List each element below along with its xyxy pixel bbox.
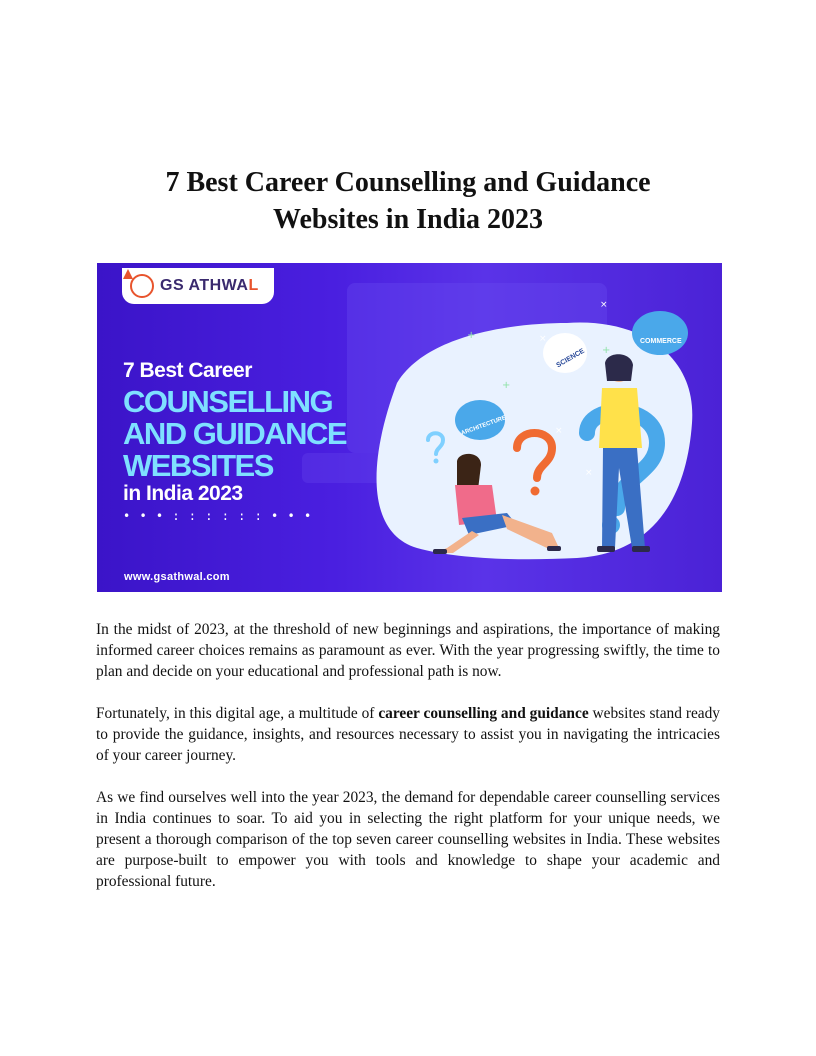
title-line-2: Websites in India 2023	[273, 204, 543, 235]
svg-text:×: ×	[555, 426, 563, 436]
svg-text:×: ×	[585, 468, 593, 478]
paragraph-2: Fortunately, in this digital age, a multitude of career counselling and guidance websites stand ready to provide the guidance, insights, and resources necessary to assist you in navigating the intricacies of your career journey.	[96, 705, 720, 764]
commerce-tag: COMMERCE	[640, 338, 682, 345]
banner-line-1: 7 Best Career	[123, 359, 252, 382]
svg-text:+: +	[467, 330, 476, 341]
banner-big-line-3: WEBSITES	[123, 448, 273, 483]
science-tag: SCIENCE	[555, 347, 586, 370]
paragraph-3: As we find ourselves well into the year 2023, the demand for dependable career counselling services in India continues to soar. To aid you in selecting the right platform for your unique needs, we present a thorough comparison of the top seven career counselling websites in India. These websites are purpose-built to empower you with tools and knowledge to shape your academic and professional future.	[96, 789, 720, 890]
svg-text:×: ×	[539, 334, 547, 344]
article-body	[96, 619, 720, 913]
logo-emblem-icon	[130, 274, 154, 298]
svg-text:+: +	[502, 380, 511, 391]
svg-text:×: ×	[600, 300, 608, 310]
paragraph-1: In the midst of 2023, at the threshold of new beginnings and aspirations, the importance of making informed career choices remains as paramount as ever. With the year progressing swiftly, the time to plan and decide on your educational and professional path is now.	[96, 621, 720, 680]
banner-big-line-2: AND GUIDANCE	[123, 416, 347, 451]
architecture-tag: ARCHITECTURE	[460, 415, 507, 437]
hero-banner-image	[97, 263, 722, 592]
bold-phrase: career counselling and guidance	[378, 705, 589, 722]
gs-athwal-logo	[122, 268, 274, 304]
banner-dots: • • • : : : : : : • • •	[123, 509, 313, 523]
banner-url: www.gsathwal.com	[124, 571, 230, 583]
banner-line-5: in India 2023	[123, 482, 243, 505]
banner-big-line-1: COUNSELLING	[123, 384, 333, 419]
logo-text: GS ATHWAL	[160, 277, 259, 294]
svg-text:+: +	[602, 345, 611, 356]
page-title	[96, 164, 720, 238]
title-line-1: 7 Best Career Counselling and Guidance	[165, 167, 651, 198]
